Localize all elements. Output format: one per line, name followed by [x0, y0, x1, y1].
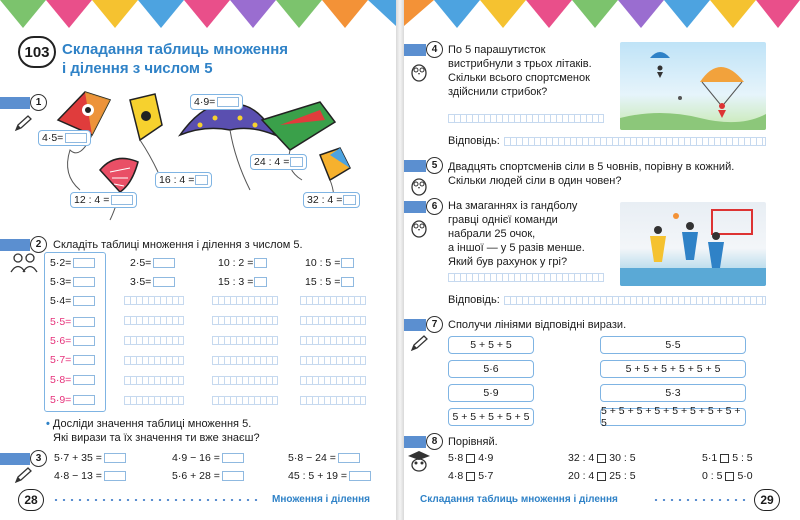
match-right-4[interactable]: 5 + 5 + 5 + 5 + 5 + 5 + 5 + 5 + 5: [600, 408, 746, 426]
answer-box[interactable]: [222, 471, 244, 481]
task-3-number: 3: [30, 450, 47, 467]
page-number: 28: [18, 489, 44, 511]
compare-pair: [568, 470, 636, 482]
writing-grid[interactable]: [212, 356, 278, 365]
compare-pair: [448, 452, 493, 464]
div-row: [218, 276, 267, 288]
mult-row: [50, 295, 95, 307]
text-line: По 5 парашутисток: [448, 44, 546, 56]
expr: 10 : 2 =: [218, 257, 254, 269]
expr: 5·8=: [50, 374, 72, 386]
lesson-title: [62, 40, 362, 78]
expr: 5·7=: [50, 354, 72, 366]
task-bar: [0, 239, 30, 251]
task-7-number: 7: [426, 316, 443, 333]
lesson-number: 103: [18, 36, 56, 68]
task-bar: [404, 319, 426, 331]
bullet-icon: •: [46, 418, 50, 430]
match-left-4[interactable]: 5 + 5 + 5 + 5 + 5: [448, 408, 534, 426]
task3-expr: [54, 470, 126, 482]
handball-illustration: [620, 202, 766, 286]
match-left-2[interactable]: 5·6: [448, 360, 534, 378]
answer-box[interactable]: [73, 296, 95, 306]
text-line: Скільки всього спортсменок: [448, 72, 590, 84]
research-note-line-2: Які вирази та їх значення ти вже знаєш?: [53, 432, 260, 444]
compare-box[interactable]: [466, 454, 475, 463]
expr: 5·0: [737, 470, 753, 482]
answer-box[interactable]: [217, 97, 239, 107]
compare-box[interactable]: [597, 454, 606, 463]
answer-box[interactable]: [341, 277, 354, 287]
expr: 4·9: [478, 452, 494, 464]
text-line: здійснили стрибок?: [448, 86, 548, 98]
writing-grid[interactable]: [448, 273, 604, 282]
match-left-3[interactable]: 5·9: [448, 384, 534, 402]
writing-grid[interactable]: [212, 316, 278, 325]
answer-box[interactable]: [111, 195, 133, 205]
task3-expr: [288, 470, 371, 482]
task-8-number: 8: [426, 433, 443, 450]
div-row: [218, 257, 267, 269]
answer-box[interactable]: [73, 317, 95, 327]
footer-dots: [52, 499, 262, 501]
answer-box[interactable]: [73, 355, 95, 365]
task-4-number: 4: [426, 41, 443, 58]
text-line: набрали 25 очок,: [448, 228, 536, 240]
compare-pair: [568, 452, 636, 464]
task-1-number: 1: [30, 94, 47, 111]
text-line: а іншої — у 5 разів менше.: [448, 242, 585, 254]
task-bar: [404, 160, 426, 172]
expr: 5·8: [448, 452, 464, 464]
writing-grid[interactable]: [300, 376, 366, 385]
text-line: На змаганнях із гандболу: [448, 200, 578, 212]
task-bar: [0, 97, 30, 109]
answer-box[interactable]: [153, 258, 175, 268]
compare-pair: [448, 470, 493, 482]
writing-grid[interactable]: [212, 376, 278, 385]
task3-expr: [172, 452, 244, 464]
owl-icon: [410, 218, 428, 238]
text-line: вистрибнули з трьох літаків.: [448, 58, 592, 70]
parachute-illustration: [620, 42, 766, 130]
text-line: Скільки людей сіли в один човен?: [448, 175, 622, 187]
task-8-text: Порівняй.: [448, 436, 498, 448]
kite-card-3: [155, 172, 212, 188]
bunting-flags: [404, 0, 800, 30]
expr: 5·9=: [50, 394, 72, 406]
compare-box[interactable]: [725, 472, 734, 481]
research-note-line-1: [46, 417, 251, 431]
handball-photo: [620, 202, 766, 286]
footer-dots: [652, 499, 746, 501]
div-row: [305, 276, 354, 288]
answer-box[interactable]: [195, 175, 208, 185]
answer-label: Відповідь:: [448, 294, 500, 306]
right-page: [404, 0, 800, 520]
kite-card-1: [38, 130, 91, 146]
match-right-3[interactable]: 5·3: [600, 384, 746, 402]
div-row: [305, 257, 354, 269]
book-gutter: [396, 0, 404, 520]
text-line: гравці однієї команди: [448, 214, 558, 226]
expr: 5·5=: [50, 316, 72, 328]
kite-expression: 16 : 4 =: [159, 174, 195, 186]
page-number: 29: [754, 489, 780, 511]
pencil-icon: [14, 466, 34, 484]
writing-grid[interactable]: [300, 396, 366, 405]
writing-grid[interactable]: [300, 296, 366, 305]
compare-box[interactable]: [720, 454, 729, 463]
writing-grid[interactable]: [300, 356, 366, 365]
answer-box[interactable]: [254, 277, 267, 287]
kite-card-6: [303, 192, 360, 208]
writing-grid[interactable]: [300, 336, 366, 345]
kite-expression: 4·5=: [42, 132, 64, 144]
answer-box[interactable]: [343, 195, 356, 205]
compare-pair: [702, 452, 753, 464]
writing-grid[interactable]: [124, 396, 184, 405]
writing-grid[interactable]: [212, 396, 278, 405]
expr: 5 : 5: [732, 452, 753, 464]
task-2-number: 2: [30, 236, 47, 253]
expr: 5·6 + 28 =: [172, 470, 220, 482]
writing-grid[interactable]: [300, 316, 366, 325]
answer-grid[interactable]: [504, 137, 766, 146]
writing-grid[interactable]: [124, 316, 184, 325]
mult-row: [50, 335, 95, 347]
expr: 5·3=: [50, 276, 72, 288]
task-5-text: [448, 160, 734, 188]
kite-card-5: [70, 192, 137, 208]
expr: 32 : 4: [568, 452, 595, 464]
answer-box[interactable]: [73, 395, 95, 405]
kite-expression: 4·9=: [194, 96, 216, 108]
answer-box[interactable]: [349, 471, 371, 481]
task3-expr: [288, 452, 360, 464]
expr: 5·6=: [50, 335, 72, 347]
answer-box[interactable]: [341, 258, 354, 268]
expr: 25 : 5: [609, 470, 636, 482]
mult-row: [50, 394, 95, 406]
writing-grid[interactable]: [212, 336, 278, 345]
writing-grid[interactable]: [124, 376, 184, 385]
task3-expr: [54, 452, 126, 464]
kite-expression: 32 : 4 =: [307, 194, 343, 206]
answer-box[interactable]: [73, 258, 95, 268]
answer-box[interactable]: [73, 336, 95, 346]
footer-section-label: Множення і ділення: [272, 494, 370, 505]
left-page: [0, 0, 396, 520]
footer-section-label: Складання таблиць множення і ділення: [420, 494, 618, 505]
title-line-1: Складання таблиць множення: [62, 41, 289, 58]
compare-pair: [702, 470, 753, 482]
expr: 45 : 5 + 19 =: [288, 470, 347, 482]
kite-card-4: [250, 154, 307, 170]
pencil-icon: [410, 334, 430, 352]
pencil-icon: [14, 114, 34, 132]
kite-card-2: [190, 94, 243, 110]
kite-expression: 12 : 4 =: [74, 194, 110, 206]
answer-box[interactable]: [290, 157, 303, 167]
parachutists-photo: [620, 42, 766, 130]
title-line-2: і ділення з числом 5: [62, 60, 213, 77]
note-text: Досліди значення таблиці множення 5.: [52, 418, 252, 430]
owl-graduate-icon: [406, 450, 432, 472]
expr: 5·1: [702, 452, 718, 464]
mult-row: [130, 276, 175, 288]
task3-expr: [172, 470, 244, 482]
mult-row: [50, 354, 95, 366]
match-right-2[interactable]: 5 + 5 + 5 + 5 + 5 + 5: [600, 360, 746, 378]
task-bar: [404, 44, 426, 56]
mult-row: [130, 257, 175, 269]
task-5-number: 5: [426, 157, 443, 174]
answer-box[interactable]: [65, 133, 87, 143]
text-line: Який був рахунок у грі?: [448, 256, 568, 268]
answer-box[interactable]: [338, 453, 360, 463]
answer-box[interactable]: [73, 277, 95, 287]
bunting-flags: [0, 0, 396, 30]
expr: 15 : 5 =: [305, 276, 341, 288]
match-right-1[interactable]: 5·5: [600, 336, 746, 354]
match-left-1[interactable]: 5 + 5 + 5: [448, 336, 534, 354]
writing-grid[interactable]: [124, 296, 184, 305]
expr: 4·9 − 16 =: [172, 452, 220, 464]
task-bar: [404, 436, 426, 448]
owl-icon: [410, 176, 428, 196]
mult-row: [50, 374, 95, 386]
compare-box[interactable]: [597, 472, 606, 481]
expr: 15 : 3 =: [218, 276, 254, 288]
kite-expression: 24 : 4 =: [254, 156, 290, 168]
compare-box[interactable]: [466, 472, 475, 481]
task-6-text: [448, 199, 585, 269]
answer-label: Відповідь:: [448, 135, 500, 147]
writing-grid[interactable]: [448, 114, 604, 123]
expr: 4·8 − 13 =: [54, 470, 102, 482]
expr: 2·5=: [130, 257, 152, 269]
expr: 0 : 5: [702, 470, 723, 482]
writing-grid[interactable]: [124, 356, 184, 365]
owl-icon: [410, 62, 428, 82]
task-2-text: Складіть таблиці множення і ділення з числом 5.: [53, 239, 303, 251]
task-4-text: [448, 43, 592, 99]
expr: 20 : 4: [568, 470, 595, 482]
expr: 5·4=: [50, 295, 72, 307]
task-7-text: Сполучи лініями відповідні вирази.: [448, 319, 627, 331]
expr: 3·5=: [130, 276, 152, 288]
expr: 5·8 − 24 =: [288, 452, 336, 464]
answer-box[interactable]: [104, 471, 126, 481]
expr: 4·8: [448, 470, 464, 482]
answer-box[interactable]: [104, 453, 126, 463]
expr: 30 : 5: [609, 452, 636, 464]
answer-box[interactable]: [73, 375, 95, 385]
task-6-number: 6: [426, 198, 443, 215]
answer-box[interactable]: [153, 277, 175, 287]
mult-row: [50, 276, 95, 288]
mult-row: [50, 316, 95, 328]
expr: 5·7 + 35 =: [54, 452, 102, 464]
answer-grid[interactable]: [504, 296, 766, 305]
answer-box[interactable]: [254, 258, 267, 268]
pair-work-icon: [10, 252, 38, 274]
task-bar: [404, 201, 426, 213]
expr: 5·2=: [50, 257, 72, 269]
mult-row: [50, 257, 95, 269]
expr: 10 : 5 =: [305, 257, 341, 269]
answer-box[interactable]: [222, 453, 244, 463]
expr: 5·7: [478, 470, 494, 482]
writing-grid[interactable]: [124, 336, 184, 345]
writing-grid[interactable]: [212, 296, 278, 305]
task-bar: [0, 453, 30, 465]
text-line: Двадцять спортсменів сіли в 5 човнів, порівну в кожний.: [448, 161, 735, 173]
